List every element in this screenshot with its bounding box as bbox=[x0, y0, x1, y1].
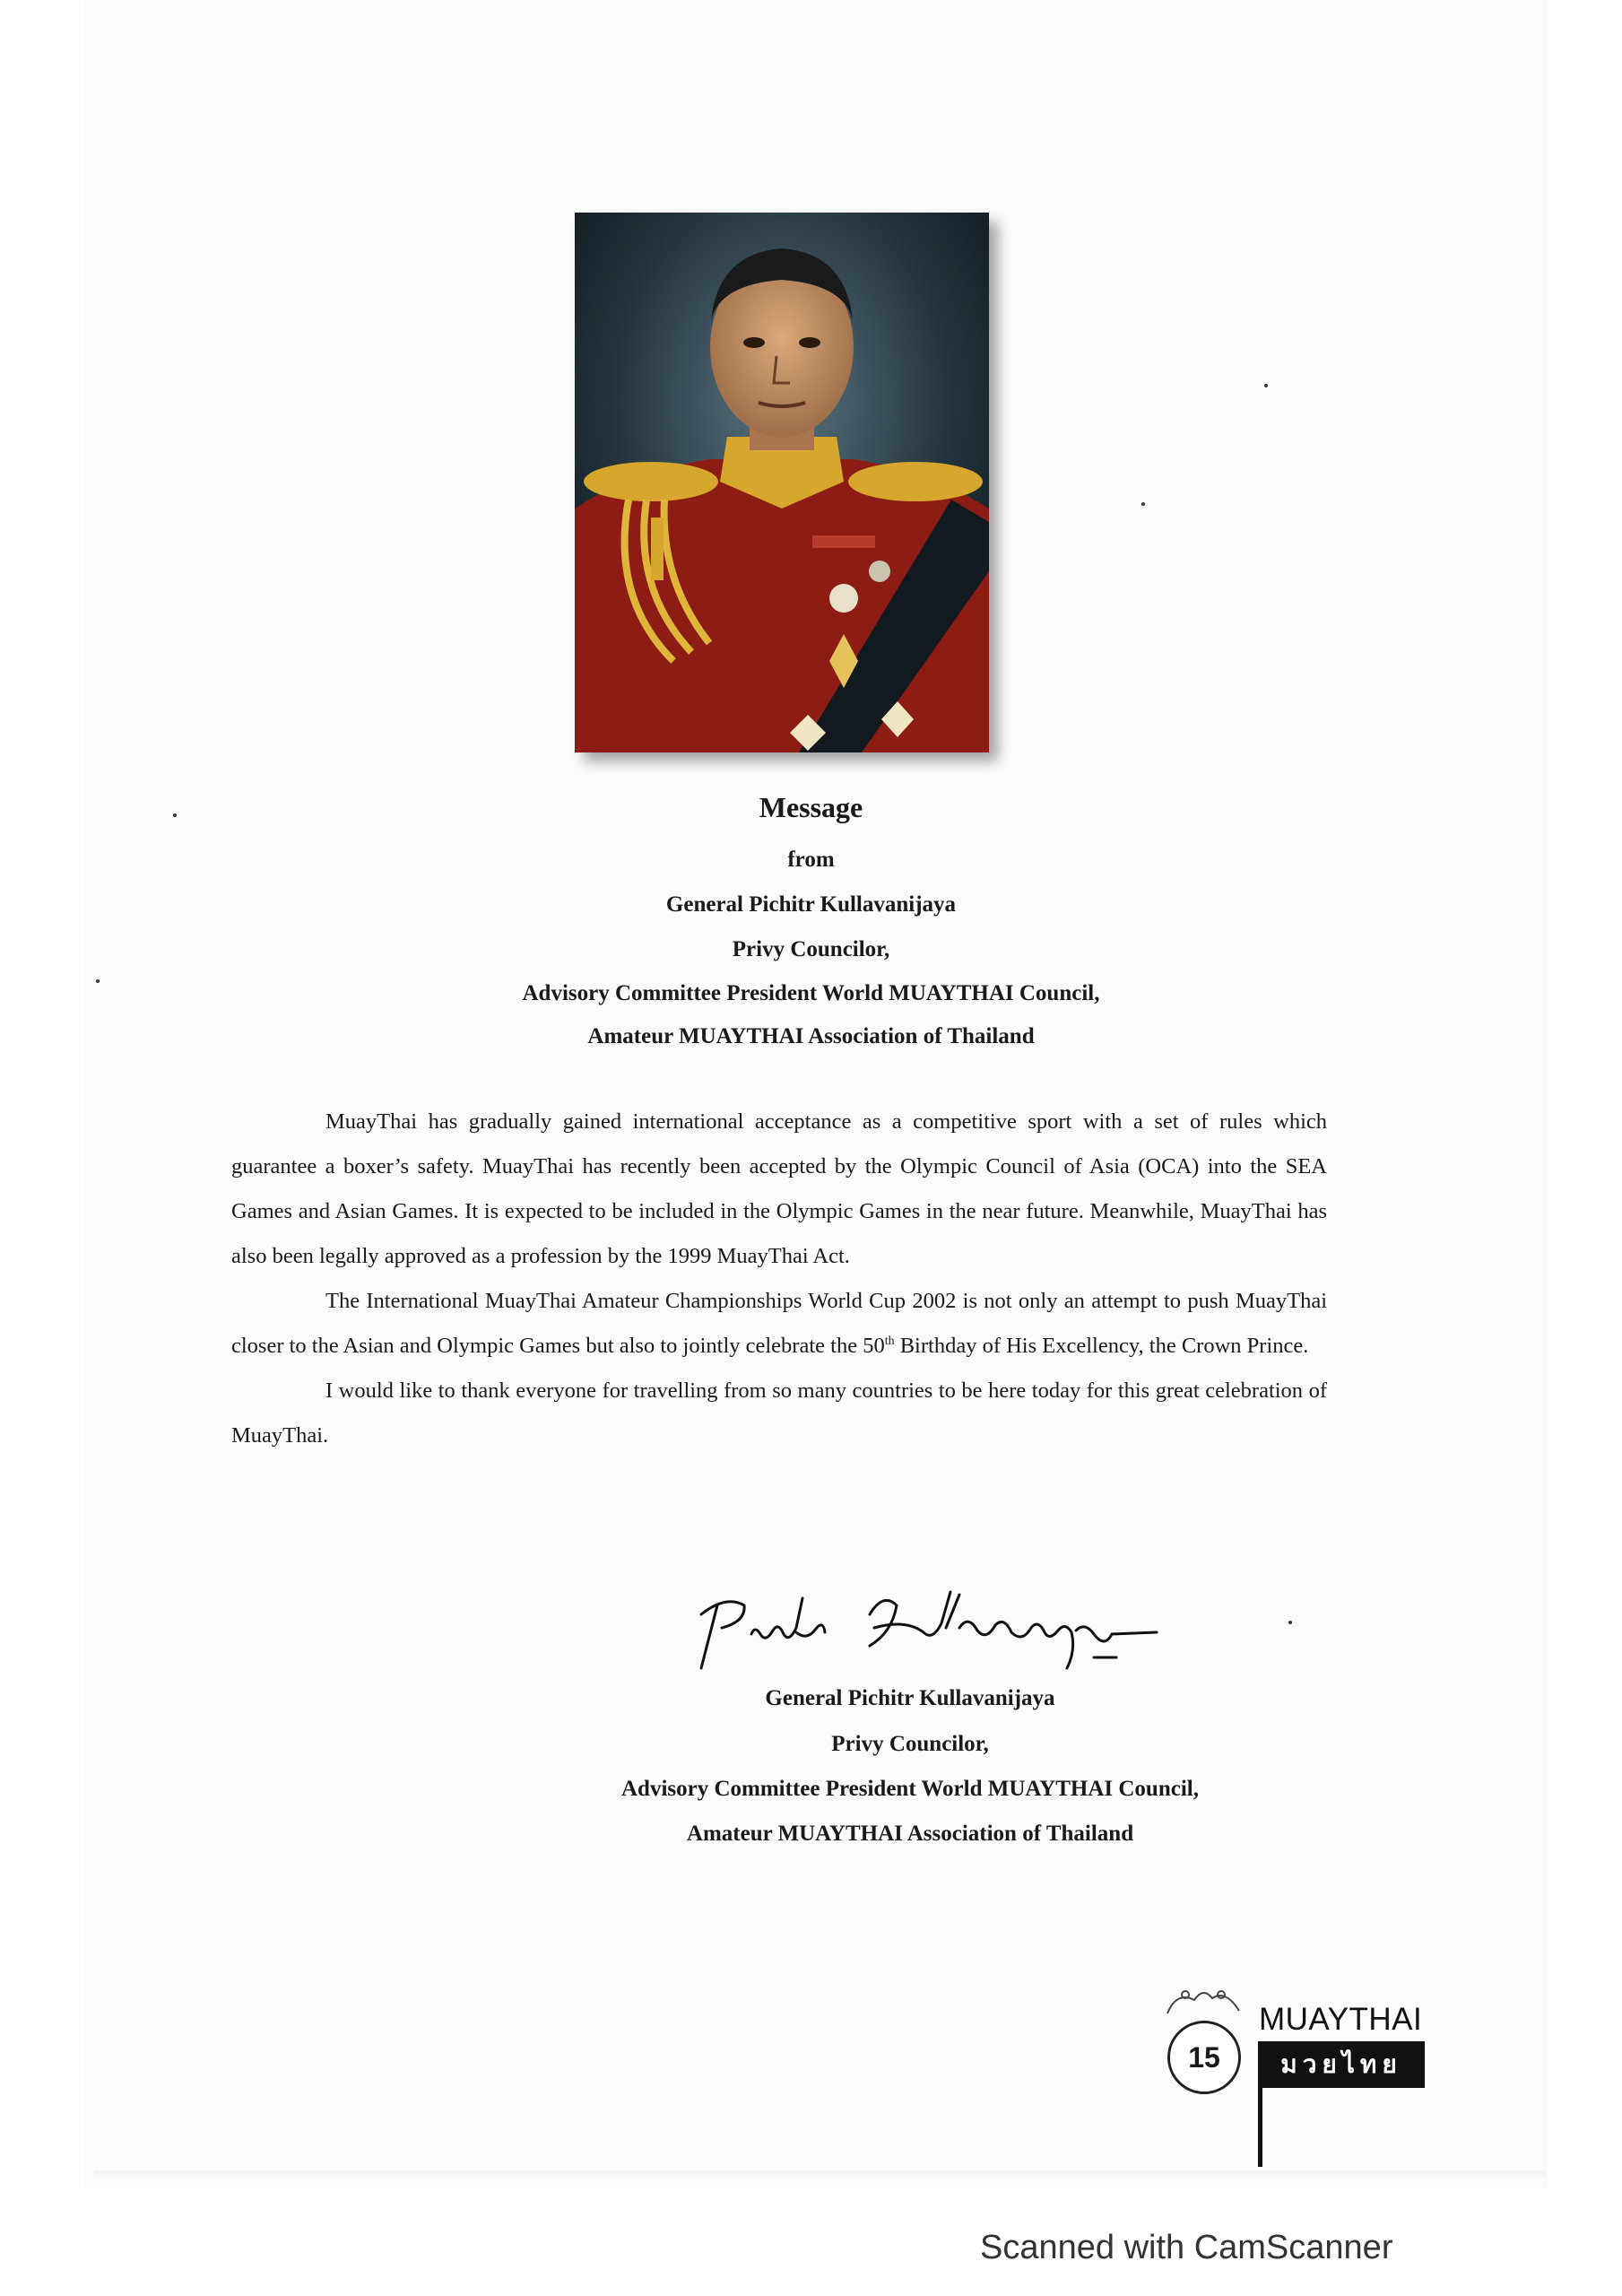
message-from: from bbox=[787, 848, 835, 872]
author-title-association: Amateur MUAYTHAI Association of Thailand bbox=[587, 1024, 1035, 1048]
scan-speck bbox=[96, 979, 100, 983]
scanner-watermark: Scanned with CamScanner bbox=[980, 2229, 1393, 2266]
ordinal-suffix: th bbox=[884, 1334, 895, 1348]
page-edge bbox=[94, 2170, 1547, 2179]
signatory-title-advisory: Advisory Committee President World MUAYTHAI Council, bbox=[621, 1777, 1199, 1801]
signatory-title-association: Amateur MUAYTHAI Association of Thailand bbox=[686, 1822, 1134, 1846]
message-title: Message bbox=[759, 791, 863, 823]
scan-speck bbox=[1141, 502, 1145, 506]
message-body bbox=[231, 1100, 1327, 1458]
paragraph-2-text-b: Birthday of His Excellency, the Crown Prince. bbox=[894, 1334, 1309, 1358]
muaythai-logo-text: MUAYTHAI bbox=[1259, 2002, 1423, 2037]
handwritten-signature bbox=[690, 1578, 1175, 1677]
scan-speck bbox=[173, 813, 177, 817]
paragraph-3: I would like to thank everyone for travelling from so many countries to be here today for this great celebration of MuayThai. bbox=[231, 1378, 1327, 1448]
boxer-ornament-icon bbox=[1158, 1982, 1248, 2018]
page-number: 15 bbox=[1167, 2021, 1241, 2094]
author-title-privy: Privy Councilor, bbox=[732, 937, 890, 961]
paragraph-2 bbox=[231, 1279, 1327, 1369]
portrait-photo bbox=[575, 213, 989, 752]
signatory-name: General Pichitr Kullavanijaya bbox=[765, 1686, 1055, 1710]
author-title-advisory: Advisory Committee President World MUAYTHAI Council, bbox=[522, 981, 1100, 1005]
paragraph-1: MuayThai has gradually gained international acceptance as a competitive sport with a set of rules which guarantee a boxer’s safety. MuayThai has recently been accepted by the Olympic Council of Asia (OCA) into the SEA Games and Asian Games. It is expected to be included in the Olympic Games in the near future. Meanwhile, MuayThai has also been legally approved as a profession by the 1999 MuayThai Act. bbox=[231, 1109, 1327, 1268]
signatory-title-privy: Privy Councilor, bbox=[831, 1732, 989, 1756]
scan-speck bbox=[1288, 1621, 1292, 1624]
author-name: General Pichitr Kullavanijaya bbox=[665, 892, 957, 917]
scan-speck bbox=[1264, 384, 1268, 387]
paragraph-2-text-a: The International MuayThai Amateur Championships World Cup 2002 is not only an attempt to push MuayThai closer to the Asian and Olympic Games but also to jointly celebrate the 50 bbox=[231, 1289, 1327, 1358]
muaythai-logo-thai: มวยไทย bbox=[1258, 2041, 1425, 2088]
